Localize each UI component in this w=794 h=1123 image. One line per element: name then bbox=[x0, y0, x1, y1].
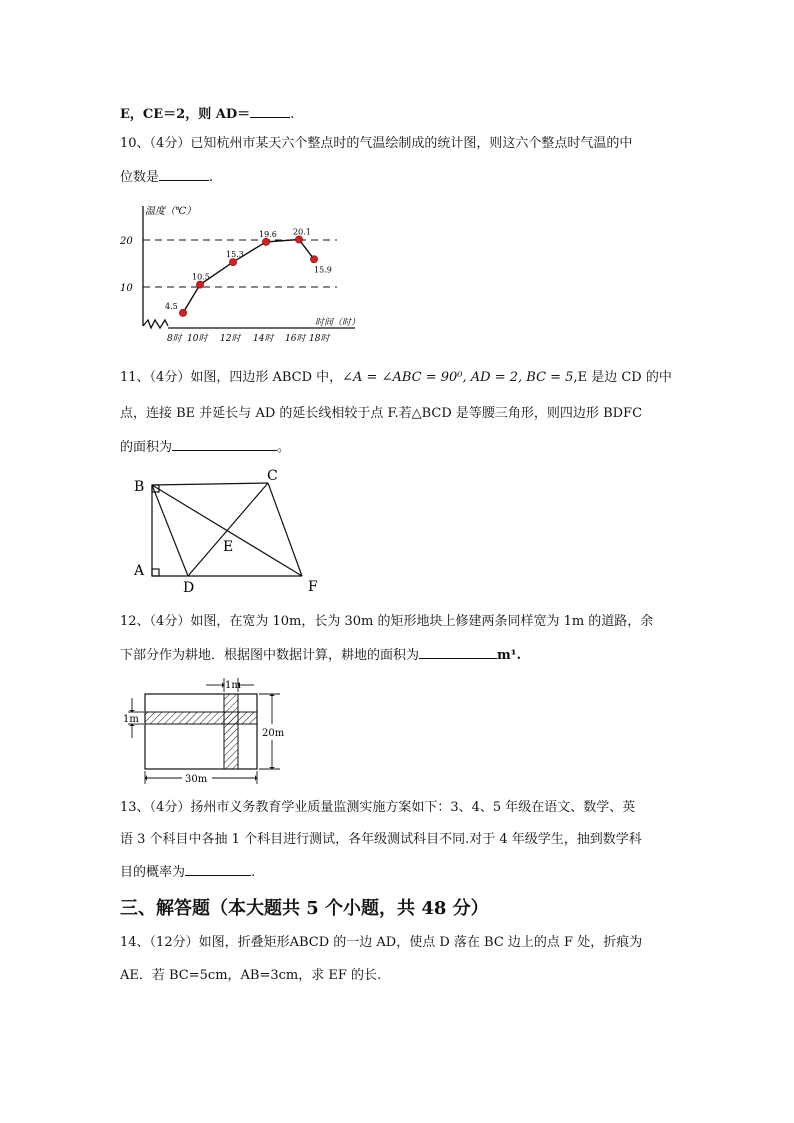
q12-text-b: 下部分作为耕地．根据图中数据计算，耕地的面积为 bbox=[120, 648, 420, 663]
axis-break bbox=[143, 320, 168, 328]
x-tick-label: 18时 bbox=[309, 334, 330, 344]
q10-text-b: 位数是 bbox=[120, 170, 160, 185]
right-angle-a bbox=[152, 569, 159, 576]
q11-text-b: 点，连接 BE 并延长与 AD 的延长线相较于点 F.若△BCD 是等腰三角形，则四边形 BDFC bbox=[120, 406, 643, 421]
field-rectangle bbox=[145, 694, 257, 769]
q10-text-end: . bbox=[209, 170, 214, 185]
side-cf bbox=[268, 483, 302, 576]
x-tick-label: 16时 bbox=[285, 334, 306, 344]
q12-line2 bbox=[120, 644, 521, 666]
label-a: A bbox=[134, 563, 145, 579]
q12-answer-blank bbox=[419, 644, 497, 659]
data-point bbox=[179, 309, 186, 316]
label-road-width-left: 1m bbox=[123, 714, 139, 725]
label-d: D bbox=[183, 580, 195, 593]
label-e: E bbox=[223, 539, 234, 555]
q14-text-b: AE．若 BC=5cm，AB=3cm，求 EF 的长. bbox=[120, 968, 382, 983]
vertical-road bbox=[224, 694, 238, 769]
data-point bbox=[295, 236, 302, 243]
q11-text-c: 的面积为 bbox=[120, 440, 173, 455]
y-axis-label: 温度（℃） bbox=[145, 206, 197, 217]
q13-text-a: 13、（4分）扬州市义务教育学业质量监测实施方案如下：3、4、5 年级在语文、数学、英 bbox=[120, 800, 636, 815]
x-tick-label: 8时 bbox=[167, 334, 182, 344]
x-axis-label: 时间（时） bbox=[315, 318, 361, 328]
q11-math: ∠A = ∠ABC = 90⁰, AD = 2, BC = 5 bbox=[342, 370, 574, 385]
y-tick-label: 10 bbox=[120, 283, 133, 294]
data-point bbox=[262, 238, 269, 245]
q9-tail-end: . bbox=[290, 107, 295, 122]
section-heading: 三、解答题（本大题共 5 个小题，共 48 分） bbox=[120, 898, 489, 919]
data-point bbox=[229, 258, 236, 265]
side-bc bbox=[152, 483, 268, 485]
temperature-chart bbox=[115, 200, 375, 350]
label-f: F bbox=[308, 579, 318, 593]
data-labels bbox=[165, 228, 332, 311]
q9-answer-blank bbox=[250, 103, 290, 118]
x-tick-label: 10时 bbox=[187, 334, 208, 344]
q11-text-a-end: ,E 是边 CD 的中 bbox=[573, 370, 672, 385]
label-field-width: 20m bbox=[262, 728, 285, 739]
x-tick-label: 12时 bbox=[220, 334, 241, 344]
q10-line2 bbox=[120, 166, 213, 188]
label-field-length: 30m bbox=[185, 774, 208, 785]
data-label: 10.5 bbox=[192, 272, 210, 282]
q13-line1 bbox=[120, 798, 635, 818]
q12-text-a: 12、（4分）如图，在宽为 10m，长为 30m 的矩形地块上修建两条同样宽为 1m 的道路，余 bbox=[120, 614, 654, 629]
q13-line3 bbox=[120, 861, 255, 883]
reference-lines bbox=[143, 240, 337, 287]
q13-text-b: 语 3 个科目中各抽 1 个科目进行测试，各年级测试科目不同.对于 4 年级学生，抽到数学科 bbox=[120, 832, 642, 847]
data-label: 19.6 bbox=[259, 229, 277, 239]
q11-line2 bbox=[120, 404, 642, 424]
x-tick-label: 14时 bbox=[253, 334, 274, 344]
horizontal-road bbox=[145, 712, 257, 724]
data-label: 20.1 bbox=[293, 227, 311, 237]
q12-line1 bbox=[120, 612, 653, 632]
q13-text-c: 目的概率为 bbox=[120, 865, 186, 880]
q14-line1 bbox=[120, 933, 642, 953]
q11-text-c-end: 。 bbox=[277, 440, 291, 455]
field-roads-figure bbox=[120, 676, 295, 786]
q9-tail bbox=[120, 103, 294, 125]
data-label: 4.5 bbox=[165, 301, 178, 311]
q14-text-a: 14、（12分）如图，折叠矩形ABCD 的一边 AD，使点 D 落在 BC 边上的点 F 处，折痕为 bbox=[120, 935, 643, 950]
label-c: C bbox=[267, 468, 278, 484]
segment-bd bbox=[152, 485, 188, 576]
q11-line1 bbox=[120, 368, 672, 388]
q13-line2 bbox=[120, 830, 642, 850]
quadrilateral-figure bbox=[130, 468, 330, 593]
q10-line1 bbox=[120, 134, 632, 154]
label-b: B bbox=[134, 479, 145, 495]
y-ticks bbox=[119, 236, 133, 294]
q12-unit: m¹. bbox=[497, 648, 521, 663]
segment-cd bbox=[188, 483, 268, 576]
data-label: 15.3 bbox=[226, 250, 244, 260]
q11-text-a: 11、（4分）如图，四边形 ABCD 中， bbox=[120, 370, 343, 385]
q13-answer-blank bbox=[185, 861, 251, 876]
q10-text-a: 10、（4分）已知杭州市某天六个整点时的气温绘制成的统计图，则这六个整点时气温的中 bbox=[120, 136, 633, 151]
segment-bf bbox=[152, 485, 302, 576]
data-label: 15.9 bbox=[314, 265, 332, 275]
y-tick-label: 20 bbox=[120, 236, 133, 247]
q14-line2 bbox=[120, 966, 381, 986]
x-ticks bbox=[167, 333, 331, 344]
q11-line3 bbox=[120, 436, 290, 458]
label-road-width-top: 1m bbox=[225, 680, 241, 691]
q11-answer-blank bbox=[172, 436, 277, 451]
q9-tail-text: E，CE＝2，则 AD＝ bbox=[120, 107, 251, 122]
q13-text-c-end: . bbox=[251, 865, 256, 880]
data-point bbox=[196, 281, 203, 288]
q10-answer-blank bbox=[159, 166, 209, 181]
data-point bbox=[310, 256, 317, 263]
